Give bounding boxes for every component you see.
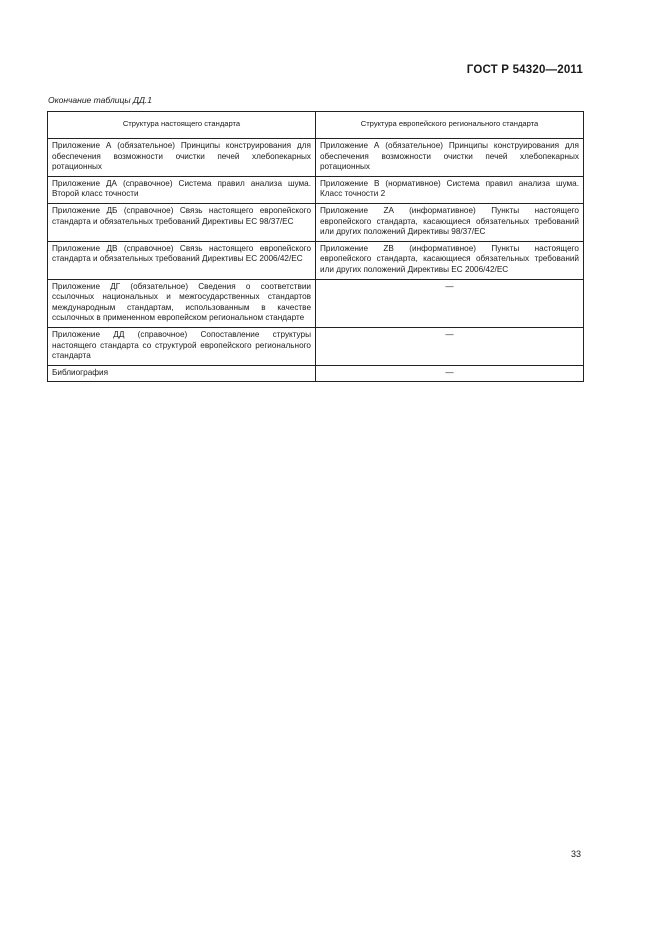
- national-structure-cell: Библиография: [48, 365, 316, 382]
- correspondence-table: [47, 111, 584, 382]
- table-header-row: [48, 112, 584, 139]
- national-structure-cell: Приложение ДА (справочное) Система правил анализа шума. Второй класс точности: [48, 176, 316, 203]
- national-structure-cell: Приложение ДВ (справочное) Связь настоящего европейского стандарта и обязательных требований Директивы ЕС 2006/42/ЕС: [48, 241, 316, 279]
- european-structure-cell: —: [316, 279, 584, 327]
- table-row: [48, 176, 584, 203]
- table-row: [48, 327, 584, 365]
- european-structure-cell: Приложение А (обязательное) Принципы конструирования для обеспечения возможности очистки печей хлебопекарных ротационных: [316, 139, 584, 177]
- national-structure-cell: Приложение А (обязательное) Принципы конструирования для обеспечения возможности очистки печей хлебопекарных ротационных: [48, 139, 316, 177]
- national-structure-cell: Приложение ДД (справочное) Сопоставление структуры настоящего стандарта со структурой европейского регионального стандарта: [48, 327, 316, 365]
- european-structure-cell: Приложение ZB (информативное) Пункты настоящего европейского стандарта, касающиеся обязательных требований или других положений Директивы ЕС 2006/42/ЕС: [316, 241, 584, 279]
- table-row: [48, 279, 584, 327]
- table-row: [48, 203, 584, 241]
- table-row: [48, 241, 584, 279]
- european-structure-cell: Приложение В (нормативное) Система правил анализа шума. Класс точности 2: [316, 176, 584, 203]
- document-standard-number: ГОСТ Р 54320—2011: [466, 64, 583, 76]
- column-header-european: Структура европейского регионального стандарта: [316, 112, 584, 139]
- european-structure-cell: —: [316, 327, 584, 365]
- table-row: [48, 139, 584, 177]
- european-structure-cell: Приложение ZA (информативное) Пункты настоящего европейского стандарта, касающиеся обязательных требований или других положений Директивы 98/37/ЕС: [316, 203, 584, 241]
- page-number: 33: [570, 849, 581, 859]
- table-row: [48, 365, 584, 382]
- column-header-national: Структура настоящего стандарта: [48, 112, 316, 139]
- european-structure-cell: —: [316, 365, 584, 382]
- table-caption: Окончание таблицы ДД.1: [48, 95, 153, 105]
- national-structure-cell: Приложение ДГ (обязательное) Сведения о соответствии ссылочных национальных и межгосударственных стандартов международным стандартам, использованным в качестве ссылочных в примененном европейском региональном стандарте: [48, 279, 316, 327]
- national-structure-cell: Приложение ДБ (справочное) Связь настоящего европейского стандарта и обязательных требований Директивы ЕС 98/37/ЕС: [48, 203, 316, 241]
